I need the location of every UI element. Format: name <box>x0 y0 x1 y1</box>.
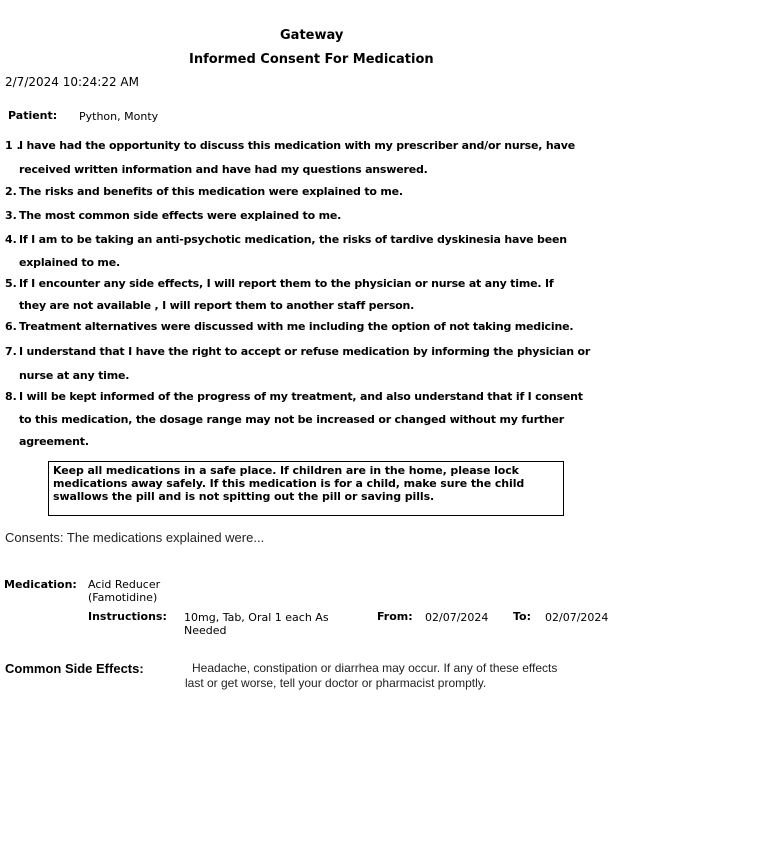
medication-name: Acid Reducer <box>88 578 161 591</box>
medication-generic-name: (Famotidine) <box>88 591 158 604</box>
statement-line: I have had the opportunity to discuss this medication with my prescriber and/or nurse, have <box>19 139 575 152</box>
patient-name: Python, Monty <box>79 110 159 123</box>
statement-line: nurse at any time. <box>19 369 130 382</box>
statement-line: The risks and benefits of this medication were explained to me. <box>19 185 403 198</box>
statement-number: 4. <box>5 233 17 246</box>
patient-label: Patient: <box>8 109 58 122</box>
statement-number: 5. <box>5 277 17 290</box>
statement-line: If I encounter any side effects, I will report them to the physician or nurse at any time. If <box>19 277 554 290</box>
consents-line: Consents: The medications explained were... <box>5 530 265 545</box>
safety-notice-box <box>48 461 564 516</box>
statement-number: 3. <box>5 209 17 222</box>
safety-notice-line: Keep all medications in a safe place. If children are in the home, please lock <box>53 464 519 477</box>
statement-line: explained to me. <box>19 256 120 269</box>
instructions-label: Instructions: <box>88 610 167 623</box>
statement-line: The most common side effects were explained to me. <box>19 209 342 222</box>
from-date: 02/07/2024 <box>425 611 489 624</box>
to-date: 02/07/2024 <box>545 611 609 624</box>
instructions-value: 10mg, Tab, Oral 1 each As <box>184 611 329 624</box>
statement-line: If I am to be taking an anti-psychotic medication, the risks of tardive dyskinesia have been <box>19 233 567 246</box>
statement-line: received written information and have had my questions answered. <box>19 163 428 176</box>
statement-number: 6. <box>5 320 17 333</box>
safety-notice-line: medications away safely. If this medication is for a child, make sure the child <box>53 477 525 490</box>
statement-line: they are not available , I will report them to another staff person. <box>19 299 415 312</box>
statement-number: 1 . <box>5 139 21 152</box>
instructions-value-cont: Needed <box>184 624 227 637</box>
side-effects-text: Headache, constipation or diarrhea may occur. If any of these effects <box>192 661 558 675</box>
form-title: Informed Consent For Medication <box>189 52 434 67</box>
safety-notice-line: swallows the pill and is not spitting out the pill or saving pills. <box>53 490 435 503</box>
statement-number: 7. <box>5 345 17 358</box>
from-label: From: <box>377 610 413 623</box>
timestamp: 2/7/2024 10:24:22 AM <box>5 75 139 89</box>
to-label: To: <box>513 610 531 623</box>
medication-label: Medication: <box>4 578 77 591</box>
statement-line: to this medication, the dosage range may not be increased or changed without my further <box>19 413 564 426</box>
statement-line: I will be kept informed of the progress of my treatment, and also understand that if I consent <box>19 390 583 403</box>
statement-number: 8. <box>5 390 17 403</box>
statement-number: 2. <box>5 185 17 198</box>
side-effects-text-cont: last or get worse, tell your doctor or pharmacist promptly. <box>185 676 487 690</box>
side-effects-label: Common Side Effects: <box>5 661 144 676</box>
statement-line: I understand that I have the right to accept or refuse medication by informing the physician or <box>19 345 591 358</box>
statement-line: Treatment alternatives were discussed with me including the option of not taking medicine. <box>19 320 574 333</box>
facility-name: Gateway <box>280 28 344 43</box>
statement-line: agreement. <box>19 435 89 448</box>
